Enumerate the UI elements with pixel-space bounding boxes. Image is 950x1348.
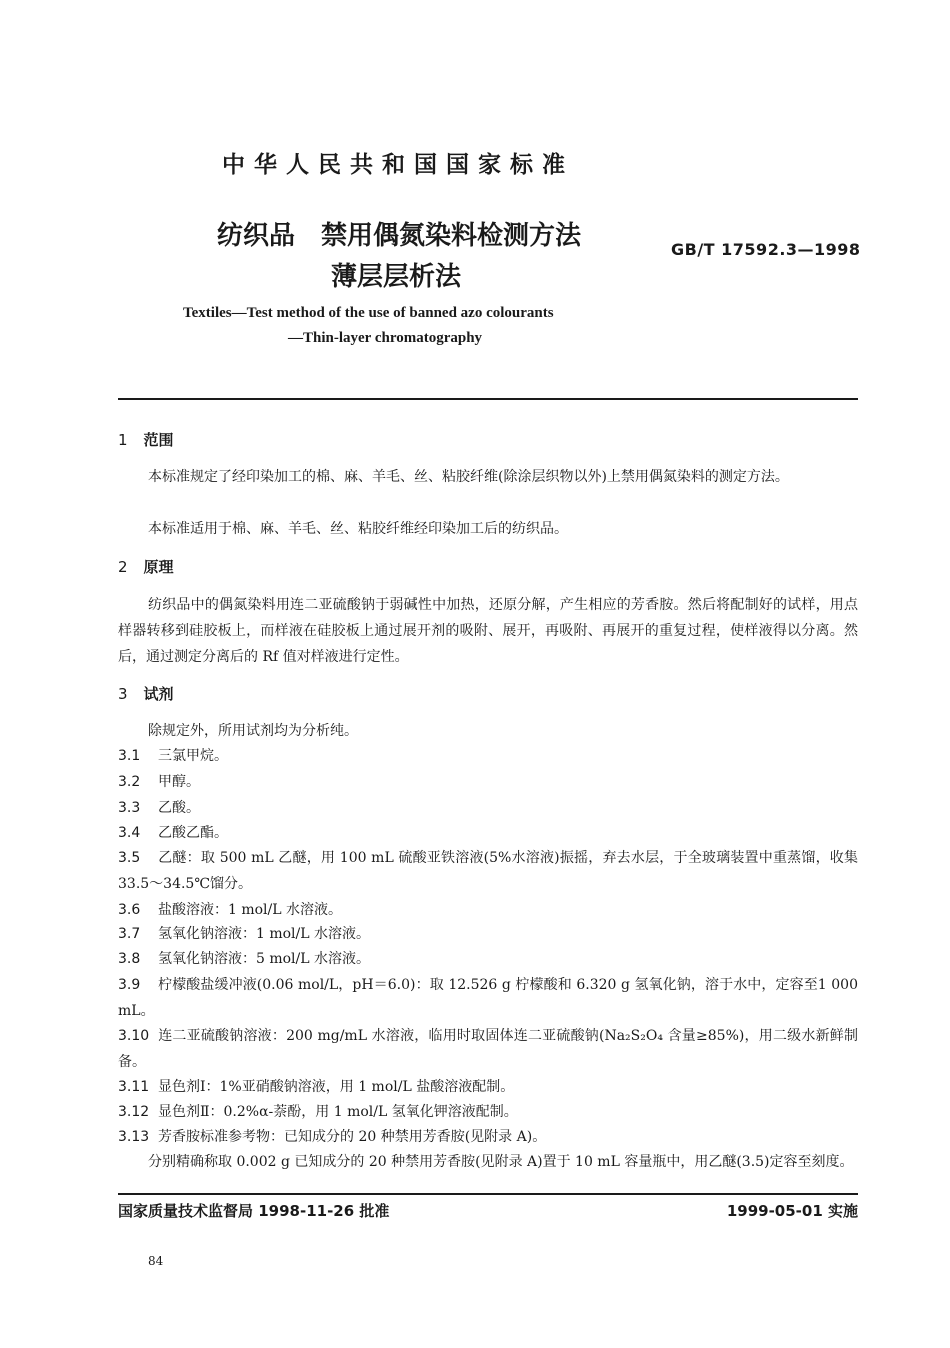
- item-number: 3.10: [118, 1028, 150, 1044]
- item-text: 三氯甲烷。: [158, 748, 228, 764]
- item-text: 乙酸乙酯。: [158, 825, 228, 841]
- list-item: [118, 921, 858, 947]
- item-text: 显色剂Ⅰ：1%亚硝酸钠溶液，用 1 mol/L 盐酸溶液配制。: [158, 1079, 515, 1095]
- standard-code: GB/T 17592.3—1998: [671, 240, 861, 259]
- item-text: 氢氧化钠溶液：1 mol/L 水溶液。: [158, 926, 371, 942]
- item-number: 3.7: [118, 926, 141, 942]
- item-text: 柠檬酸盐缓冲液(0.06 mol/L，pH＝6.0)：取 12.526 g 柠檬酸和 6.320 g 氢氧化钠，溶于水中，定容至1 000 mL。: [118, 977, 858, 1019]
- section-number: 2: [118, 558, 128, 576]
- page-number: 84: [148, 1254, 164, 1268]
- item-number: 3.9: [118, 977, 141, 993]
- item-text: 显色剂Ⅱ：0.2%α-萘酚，用 1 mol/L 氢氧化钾溶液配制。: [158, 1104, 518, 1120]
- list-item: [118, 1023, 858, 1075]
- list-item: [118, 820, 858, 846]
- item-number: 3.4: [118, 825, 141, 841]
- item-text: 盐酸溶液：1 mol/L 水溶液。: [158, 902, 343, 918]
- list-item: [118, 946, 858, 972]
- section-title: 试剂: [143, 685, 174, 703]
- approval-line: 国家质量技术监督局 1998-11-26 批准: [118, 1202, 390, 1220]
- implementation-line: 1999-05-01 实施: [726, 1202, 858, 1220]
- section-3-heading: [118, 683, 174, 704]
- section-2-paragraph-1: 纺织品中的偶氮染料用连二亚硫酸钠于弱碱性中加热，还原分解，产生相应的芳香胺。然后将配制好的试样，用点样器转移到硅胶板上，而样液在硅胶板上通过展开剂的吸附、展开，再吸附、再展开的重复过程，使样液得以分离。然后，通过测定分离后的 Rf 值对样液进行定性。: [118, 597, 858, 665]
- item-text: 甲醇。: [158, 774, 200, 790]
- item-number: 3.5: [118, 850, 141, 866]
- item-number: 3.1: [118, 748, 141, 764]
- section-title: 范围: [143, 431, 174, 449]
- document-title-line1: 纺织品 禁用偶氮染料检测方法: [217, 221, 582, 251]
- item-number: 3.13: [118, 1129, 150, 1145]
- section-2-heading: [118, 556, 174, 577]
- item-number: 3.6: [118, 902, 141, 918]
- english-title-line1: Textiles—Test method of the use of banned azo colourants: [183, 305, 554, 321]
- list-item: [118, 972, 858, 1024]
- section-title: 原理: [143, 558, 174, 576]
- section-3-closing: 分别精确称取 0.002 g 已知成分的 20 种禁用芳香胺(见附录 A)置于 10 mL 容量瓶中，用乙醚(3.5)定容至刻度。: [148, 1154, 854, 1170]
- section-number: 1: [118, 431, 128, 449]
- item-number: 3.8: [118, 951, 141, 967]
- list-item: [118, 1099, 858, 1125]
- footer-divider: [118, 1193, 858, 1195]
- list-item: [118, 897, 858, 923]
- document-title-line2: 薄层层析法: [331, 262, 462, 292]
- english-title-line2: —Thin-layer chromatography: [288, 330, 483, 346]
- list-item: [118, 769, 858, 795]
- header-divider: [118, 398, 858, 400]
- list-item: [118, 795, 858, 821]
- list-item: [118, 743, 858, 769]
- item-number: 3.3: [118, 800, 141, 816]
- list-item: [118, 1124, 858, 1150]
- item-text: 乙醚：取 500 mL 乙醚，用 100 mL 硫酸亚铁溶液(5%水溶液)振摇，弃去水层，于全玻璃装置中重蒸馏，收集 33.5～34.5℃馏分。: [118, 850, 858, 892]
- national-standard-heading: 中华人民共和国国家标准: [222, 152, 574, 178]
- item-text: 乙酸。: [158, 800, 200, 816]
- section-number: 3: [118, 685, 128, 703]
- item-text: 芳香胺标准参考物：已知成分的 20 种禁用芳香胺(见附录 A)。: [158, 1129, 547, 1145]
- section-1-heading: [118, 429, 174, 450]
- section-1-paragraph-1: 本标准规定了经印染加工的棉、麻、羊毛、丝、粘胶纤维(除涂层织物以外)上禁用偶氮染料的测定方法。: [148, 469, 789, 485]
- list-item: [118, 845, 858, 897]
- section-3-intro: 除规定外，所用试剂均为分析纯。: [148, 723, 358, 739]
- list-item: [118, 1074, 858, 1100]
- item-number: 3.2: [118, 774, 141, 790]
- item-text: 氢氧化钠溶液：5 mol/L 水溶液。: [158, 951, 371, 967]
- item-number: 3.11: [118, 1079, 150, 1095]
- item-text: 连二亚硫酸钠溶液：200 mg/mL 水溶液，临用时取固体连二亚硫酸钠(Na₂S₂O₄ 含量≥85%)，用二级水新鲜制备。: [118, 1028, 858, 1070]
- section-1-paragraph-2: 本标准适用于棉、麻、羊毛、丝、粘胶纤维经印染加工后的纺织品。: [148, 521, 568, 537]
- item-number: 3.12: [118, 1104, 150, 1120]
